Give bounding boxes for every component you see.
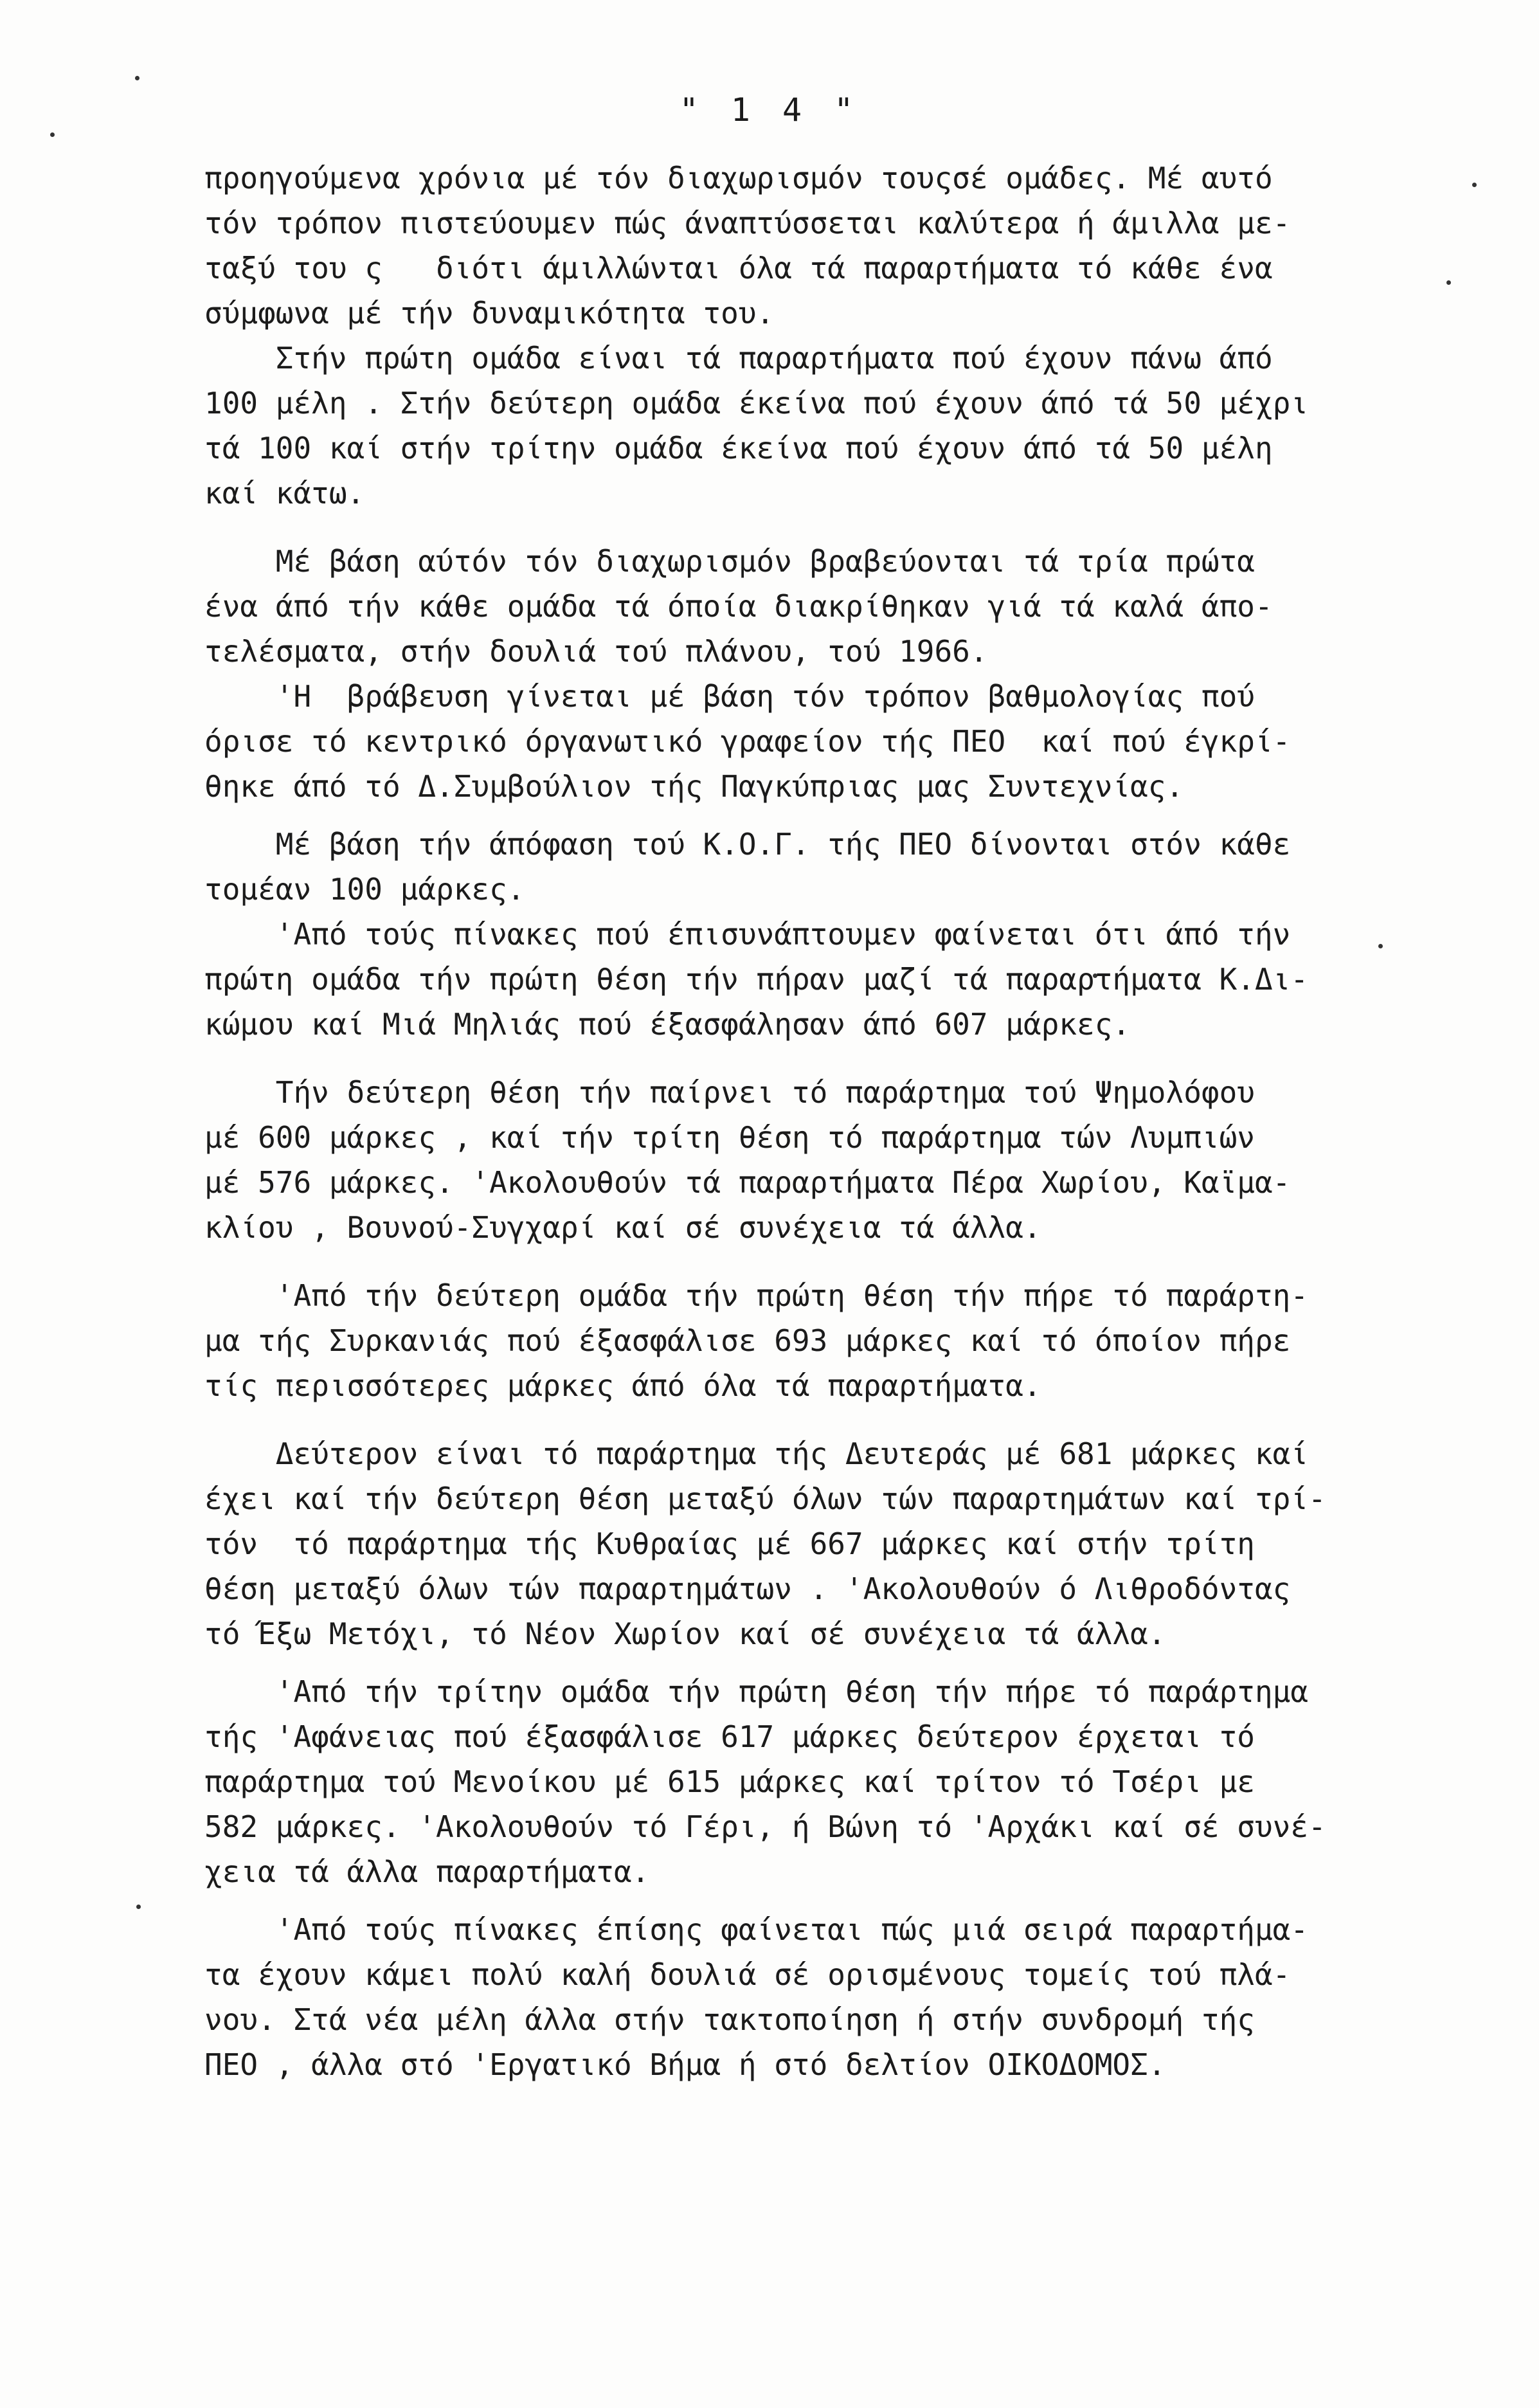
text-line: ταξύ του ς διότι άμιλλώνται όλα τά παραρτήματα τό κάθε ένα	[204, 251, 1273, 285]
text-line: προηγούμενα χρόνια μέ τόν διαχωρισμόν τουςσέ ομάδες. Μέ αυτό	[204, 161, 1273, 195]
text-line: Μέ βάση αύτόν τόν διαχωρισμόν βραβεύονται τά τρία πρώτα	[204, 544, 1255, 579]
paragraph	[204, 156, 1426, 336]
ink-speck	[1446, 280, 1451, 285]
text-line: τά 100 καί στήν τρίτην ομάδα έκείνα πού έχουν άπό τά 50 μέλη	[204, 431, 1273, 466]
text-line: κώμου καί Μιά Μηλιάς πού έξασφάλησαν άπό 607 μάρκες.	[204, 1007, 1131, 1042]
text-line: όρισε τό κεντρικό όργανωτικό γραφείον τής ΠΕΟ καί πού έγκρί-	[204, 724, 1291, 759]
ink-speck	[136, 1905, 141, 1909]
text-line: κλίου , Βουνού-Συγχαρί καί σέ συνέχεια τά άλλα.	[204, 1210, 1041, 1245]
text-line: τόν τό παράρτημα τής Κυθραίας μέ 667 μάρκες καί στήν τρίτη	[204, 1526, 1255, 1561]
text-line: τόν τρόπον πιστεύουμεν πώς άναπτύσσεται καλύτερα ή άμιλλα με-	[204, 206, 1291, 240]
text-line: μέ 600 μάρκες , καί τήν τρίτη θέση τό παράρτημα τών Λυμπιών	[204, 1120, 1255, 1155]
page-number: " 1 4 "	[679, 91, 860, 129]
text-line: ΠΕΟ , άλλα στό 'Εργατικό Βήμα ή στό δελτίον ΟΙΚΟΔΟΜΟΣ.	[204, 2047, 1166, 2082]
text-line: μα τής Συρκανιάς πού έξασφάλισε 693 μάρκες καί τό όποίον πήρε	[204, 1323, 1291, 1358]
paragraph	[204, 822, 1426, 1047]
text-line: χεια τά άλλα παραρτήματα.	[204, 1854, 650, 1889]
text-line: σύμφωνα μέ τήν δυναμικότητα του.	[204, 296, 775, 330]
paragraph	[204, 539, 1426, 809]
text-line: τής 'Αφάνειας πού έξασφάλισε 617 μάρκες δεύτερον έρχεται τό	[204, 1719, 1255, 1754]
text-line: καί κάτω.	[204, 476, 365, 511]
paragraph	[204, 1070, 1426, 1250]
text-line: Τήν δεύτερη θέση τήν παίρνει τό παράρτημα τού Ψημολόφου	[204, 1075, 1255, 1110]
text-line: Στήν πρώτη ομάδα είναι τά παραρτήματα πού έχουν πάνω άπό	[204, 341, 1273, 376]
text-line: θέση μεταξύ όλων τών παραρτημάτων . 'Ακολουθούν ό Λιθροδόντας	[204, 1571, 1291, 1606]
paragraph	[204, 1431, 1426, 1656]
ink-speck	[135, 76, 140, 80]
ink-speck	[1472, 183, 1477, 187]
text-line: θηκε άπό τό Δ.Συμβούλιον τής Παγκύπριας μας Συντεχνίας.	[204, 769, 1184, 804]
text-line: 'Η βράβευση γίνεται μέ βάση τόν τρόπον βαθμολογίας πού	[204, 679, 1255, 714]
text-line: ένα άπό τήν κάθε ομάδα τά όποία διακρίθηκαν γιά τά καλά άπο-	[204, 589, 1273, 624]
text-line: τελέσματα, στήν δουλιά τού πλάνου, τού 1966.	[204, 634, 988, 669]
text-line: παράρτημα τού Μενοίκου μέ 615 μάρκες καί τρίτον τό Τσέρι με	[204, 1764, 1255, 1799]
text-line: νου. Στά νέα μέλη άλλα στήν τακτοποίηση ή στήν συνδρομή τής	[204, 2002, 1255, 2037]
text-line: 582 μάρκες. 'Ακολουθούν τό Γέρι, ή Βώνη τό 'Αρχάκι καί σέ συνέ-	[204, 1809, 1326, 1844]
text-line: 'Από τούς πίνακες πού έπισυνάπτουμεν φαίνεται ότι άπό τήν	[204, 917, 1291, 952]
text-line: τό Έξω Μετόχι, τό Νέον Χωρίον καί σέ συνέχεια τά άλλα.	[204, 1616, 1166, 1651]
paragraph	[204, 336, 1426, 516]
text-line: πρώτη ομάδα τήν πρώτη θέση τήν πήραν μαζί τά παραρτήματα Κ.Δι-	[204, 962, 1309, 997]
text-line: 'Από τήν δεύτερη ομάδα τήν πρώτη θέση τήν πήρε τό παράρτη-	[204, 1278, 1309, 1313]
text-line: 'Από τήν τρίτην ομάδα τήν πρώτη θέση τήν πήρε τό παράρτημα	[204, 1674, 1309, 1709]
ink-speck	[50, 132, 55, 137]
paragraph	[204, 1907, 1426, 2087]
paragraph	[204, 1669, 1426, 1894]
paragraph	[204, 1273, 1426, 1408]
text-line: μέ 576 μάρκες. 'Ακολουθούν τά παραρτήματα Πέρα Χωρίου, Καϊμα-	[204, 1165, 1291, 1200]
text-line: τα έχουν κάμει πολύ καλή δουλιά σέ ορισμένους τομείς τού πλά-	[204, 1957, 1291, 1992]
text-line: τομέαν 100 μάρκες.	[204, 872, 525, 907]
text-line: 'Από τούς πίνακες έπίσης φαίνεται πώς μιά σειρά παραρτήμα-	[204, 1912, 1309, 1947]
text-line: έχει καί τήν δεύτερη θέση μεταξύ όλων τών παραρτημάτων καί τρί-	[204, 1481, 1326, 1516]
text-line: Δεύτερον είναι τό παράρτημα τής Δευτεράς μέ 681 μάρκες καί	[204, 1436, 1309, 1471]
text-line: Μέ βάση τήν άπόφαση τού Κ.Ο.Γ. τής ΠΕΟ δίνονται στόν κάθε	[204, 827, 1291, 862]
document-body	[204, 156, 1426, 2087]
text-line: τίς περισσότερες μάρκες άπό όλα τά παραρτήματα.	[204, 1368, 1041, 1403]
text-line: 100 μέλη . Στήν δεύτερη ομάδα έκείνα πού έχουν άπό τά 50 μέχρι	[204, 386, 1309, 421]
